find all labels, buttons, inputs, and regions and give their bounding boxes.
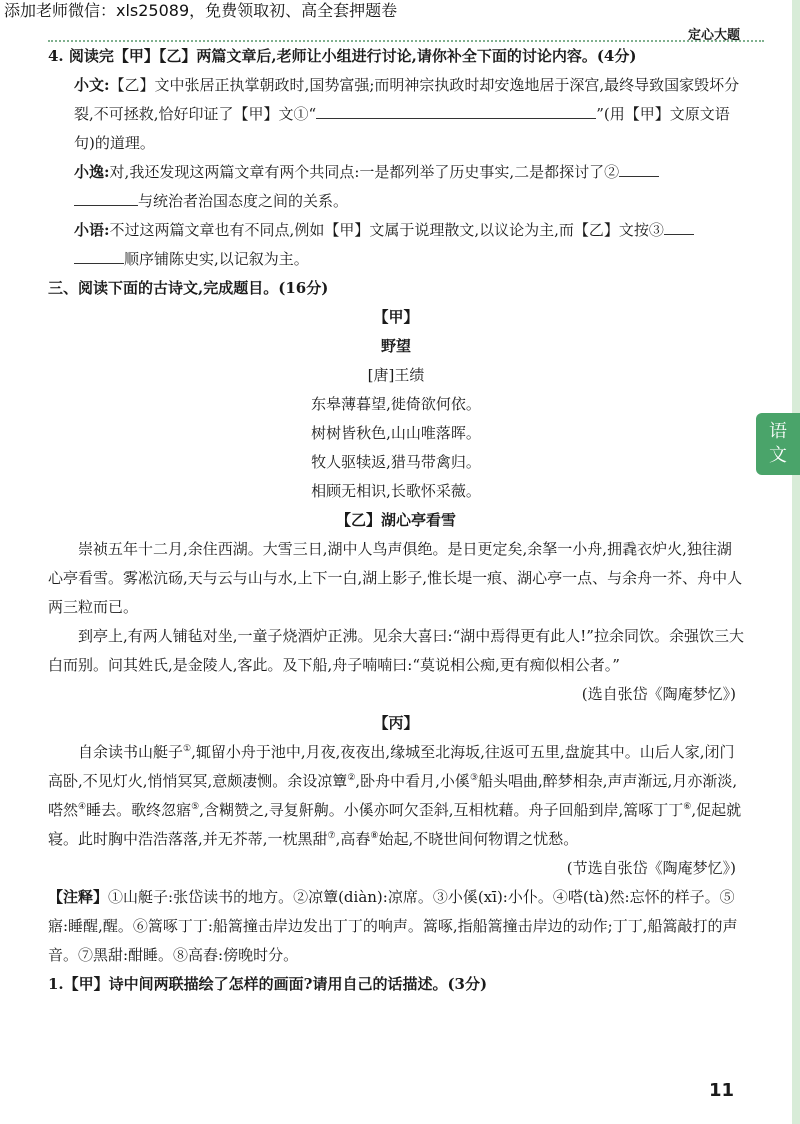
answer-blank-3a[interactable] (664, 216, 694, 235)
subject-tab-line2: 文 (769, 445, 787, 466)
jia-tag: 【甲】 (373, 308, 419, 326)
page-content (48, 42, 744, 999)
bing-seg-3: ,卧舟中看月,小傒 (355, 772, 470, 790)
bing-seg-1: 自余读书山艇子 (78, 743, 184, 761)
note-ref-8: ⑧ (370, 831, 379, 841)
answer-blank-2b[interactable] (74, 187, 138, 206)
yi-paragraph-1: 崇祯五年十二月,余住西湖。大雪三日,湖中人鸟声俱绝。是日更定矣,余拏一小舟,拥毳衣炉火,独往湖心亭看雪。雾凇沆砀,天与云与山与水,上下一白,湖上影子,惟长堤一痕、湖心亭一点、与余舟一芥、舟中人两三粒而已。 (48, 540, 743, 616)
note-ref-4: ④ (78, 802, 87, 812)
discussion-xiaoyi (48, 158, 744, 216)
xiaoyu-text-b: 顺序铺陈史实,以记叙为主。 (124, 250, 309, 268)
xiaoyi-text-b: 与统治者治国态度之间的关系。 (138, 192, 349, 210)
poem-line-1: 东皋薄暮望,徙倚欲何依。 (311, 395, 481, 413)
speaker-xiaoyi: 小逸: (74, 163, 110, 181)
notes (48, 883, 744, 970)
question-1: 1.【甲】诗中间两联描绘了怎样的画面?请用自己的话描述。(3分) (48, 975, 488, 993)
xiaowen-text-a: 【乙】文中张居正执掌朝政时,国势富强;而明神宗执政时却安逸地居于深宫,最终导致国家毁坏分裂,不可拯救,恰好印证了【甲】文①“ (74, 76, 740, 123)
yi-source: (选自张岱《陶庵梦忆》) (581, 685, 736, 703)
notes-text: ①山艇子:张岱读书的地方。②凉簟(diàn):凉席。③小傒(xī):小仆。④嗒(tà)然:忘怀的样子。⑤寤:睡醒,醒。⑥篙啄丁丁:船篙撞击岸边发出丁丁的响声。篙啄,指船篙撞击岸边的动作;丁丁,船篙敲打的声音。⑦黑甜:酣睡。⑧高舂:傍晚时分。 (48, 888, 738, 964)
xiaoyu-text-a: 不过这两篇文章也有不同点,例如【甲】文属于说理散文,以议论为主,而【乙】文按③ (109, 221, 664, 239)
section-3-heading: 三、阅读下面的古诗文,完成题目。(16分) (48, 279, 329, 297)
note-ref-3: ③ (469, 773, 479, 783)
subject-tab-line1: 语 (769, 421, 787, 442)
poem-author: [唐]王绩 (367, 366, 425, 384)
bing-seg-5: 睡去。歌终忽寤 (86, 801, 192, 819)
bing-seg-9: 始起,不晓世间何物谓之忧愁。 (378, 830, 579, 848)
answer-blank-1[interactable] (316, 100, 596, 119)
watermark-text: 添加老师微信：xls25089，免费领取初、高全套押题卷 (0, 0, 434, 22)
page-number: 11 (708, 1080, 734, 1101)
header-label: 定心大题 (687, 28, 740, 43)
speaker-xiaowen: 小文: (74, 76, 110, 94)
note-ref-2: ② (347, 773, 356, 783)
notes-tag: 【注释】 (48, 888, 109, 906)
answer-blank-2a[interactable] (619, 158, 659, 177)
bing-seg-4: 船头唱曲,醉梦相杂,声声渐远,月亦渐淡,嗒然 (48, 772, 738, 819)
answer-blank-3b[interactable] (74, 245, 124, 264)
speaker-xiaoyu: 小语: (74, 221, 110, 239)
poem-title: 野望 (380, 337, 411, 355)
note-ref-7: ⑦ (327, 831, 336, 841)
xiaoyi-text-a: 对,我还发现这两篇文章有两个共同点:一是都列举了历史事实,二是都探讨了② (109, 163, 620, 181)
poem-line-4: 相顾无相识,长歌怀采薇。 (311, 482, 481, 500)
bing-source: (节选自张岱《陶庵梦忆》) (566, 859, 736, 877)
yi-paragraph-2: 到亭上,有两人铺毡对坐,一童子烧酒炉正沸。见余大喜曰:“湖中焉得更有此人!”拉余同饮。余强饮三大白而别。问其姓氏,是金陵人,客此。及下船,舟子喃喃曰:“莫说相公痴,更有痴似相公者。” (48, 627, 744, 674)
poem-line-2: 树树皆秋色,山山唯落晖。 (311, 424, 481, 442)
bing-seg-8: ,高舂 (335, 830, 371, 848)
subject-tab[interactable] (756, 413, 800, 475)
discussion-xiaowen (48, 71, 744, 158)
note-ref-1: ① (183, 744, 192, 754)
bing-seg-2: ,辄留小舟于池中,月夜,夜夜出,缘城至北海坂,往返可五里,盘旋其中。山后人家,闭门高卧,不见灯火,悄悄冥冥,意颇凄恻。余设凉簟 (48, 743, 735, 790)
yi-title: 【乙】湖心亭看雪 (335, 511, 456, 529)
bing-tag: 【丙】 (373, 714, 419, 732)
note-ref-6: ⑥ (683, 802, 692, 812)
bing-seg-6: ,含糊赞之,寻复鼾齁。小傒亦呵欠歪斜,互相枕藉。舟子回船到岸,篙啄丁丁 (199, 801, 684, 819)
bing-paragraph (48, 738, 744, 854)
bing-seg-7: ,促起就寝。此时胸中浩浩落落,并无芥蒂,一枕黑甜 (48, 801, 742, 848)
note-ref-5: ⑤ (191, 802, 200, 812)
poem-line-3: 牧人驱犊返,猎马带禽归。 (311, 453, 481, 471)
page-edge-strip (792, 0, 800, 1124)
xiaowen-text-b: ”(用【甲】文原文语句)的道理。 (74, 105, 730, 152)
question-4-heading: 4. 阅读完【甲】【乙】两篇文章后,老师让小组进行讨论,请你补全下面的讨论内容。(4分) (48, 47, 637, 65)
discussion-xiaoyu (48, 216, 744, 274)
